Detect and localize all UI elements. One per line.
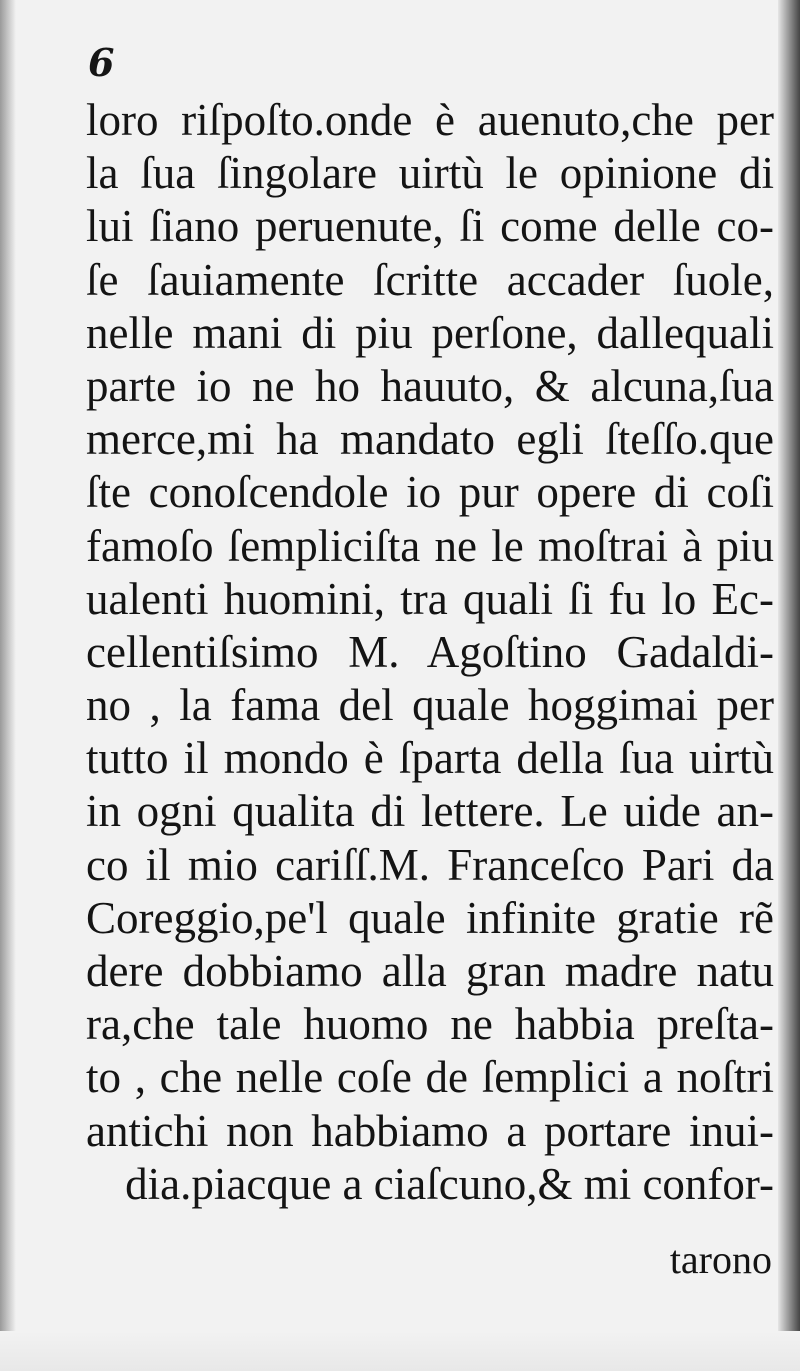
text-line: no , la fama del quale hoggimai per [86, 680, 774, 731]
text-line: ſte conoſcendole io pur opere di coſi [86, 467, 774, 518]
page-number: 6 [88, 40, 115, 85]
gutter-shadow [0, 0, 16, 1371]
text-line: lui ſiano peruenute, ſi come delle co- [86, 201, 774, 252]
text-line: ſe ſauiamente ſcritte accader ſuole, [86, 254, 774, 305]
text-line: cellentiſsimo M. Agoſtino Gadaldi- [86, 626, 774, 677]
text-line: antichi non habbiamo a portare inui- [86, 1105, 774, 1156]
text-line: merce,mi ha mandato egli ſteſſo.que [86, 414, 774, 465]
text-line: ualenti huomini, tra quali ſi fu lo Ec- [86, 573, 774, 624]
text-line: loro riſpoſto.onde è auenuto,che per [86, 95, 774, 145]
bottom-margin [0, 1331, 800, 1371]
text-line: dia.piacque a ciaſcuno,& mi confor- [125, 1158, 774, 1209]
page-edge [778, 0, 800, 1371]
text-line: ra,che tale huomo ne habbia preſta- [86, 999, 774, 1050]
text-line: co il mio cariſſ.M. Franceſco Pari da [86, 839, 774, 890]
text-line: to , che nelle coſe de ſemplici a noſtri [86, 1052, 774, 1103]
text-line: in ogni qualita di lettere. Le uide an- [86, 786, 774, 837]
text-line: famoſo ſempliciſta ne le moſtrai à piu [86, 520, 774, 571]
text-line: Coreggio,pe'l quale infinite gratie rẽ [86, 892, 774, 943]
text-line: la ſua ſingolare uirtù le opinione di [86, 148, 774, 199]
text-line: tutto il mondo è ſparta della ſua uirtù [86, 733, 774, 784]
text-line: nelle mani di piu perſone, dallequali [86, 307, 774, 358]
text-line: dere dobbiamo alla gran madre natu [86, 946, 774, 996]
catchword: tarono [669, 1237, 772, 1282]
body-text [86, 94, 774, 1211]
text-line: parte io ne ho hauuto, & alcuna,ſua [86, 360, 774, 411]
